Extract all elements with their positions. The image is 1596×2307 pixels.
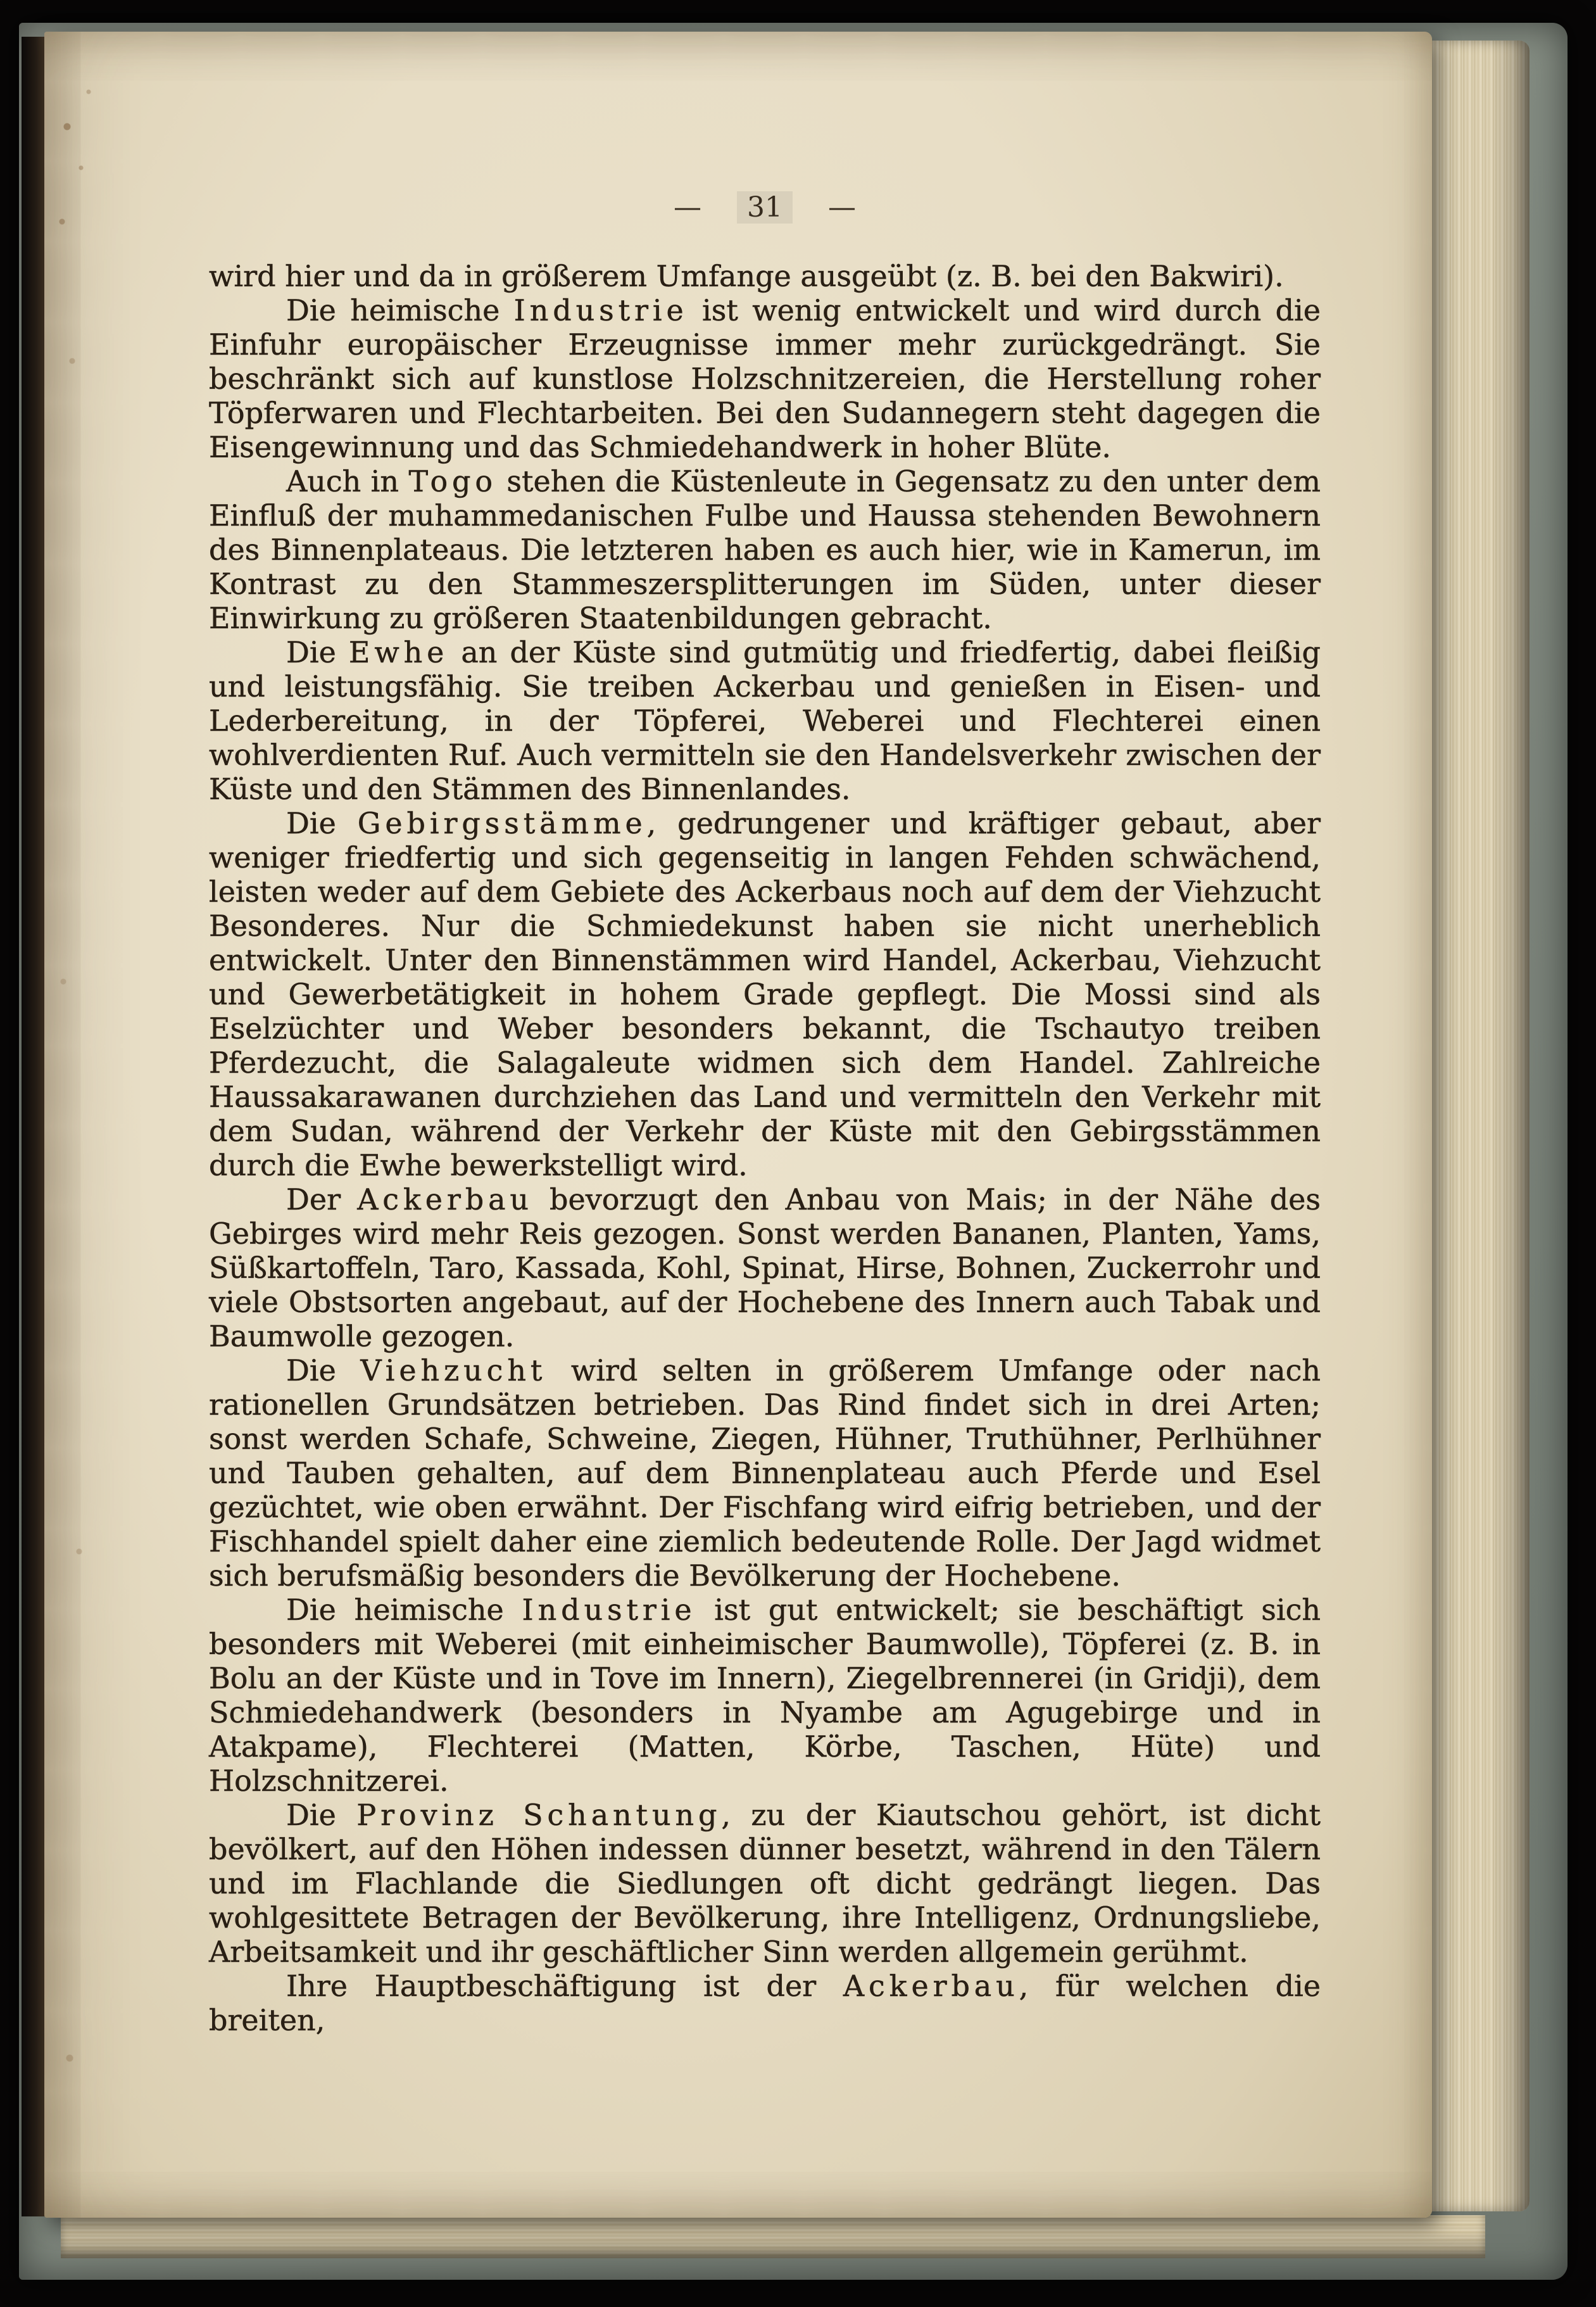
paragraph [209,464,1321,635]
body-text: Die [286,1353,361,1387]
paragraph [209,1353,1321,1593]
page-number-dash-right: — [828,191,856,224]
body-text: ist gut entwickelt; sie beschäftigt sich besonders mit Weberei (mit einheimischer Baumwolle), Töpferei (z. B. in Bolu an der Küste und in Tove im Innern), Ziegelbrennerei (in Gridji), dem Schmiedehandwerk (besonders in Nyambe am Agugebirge und in Atakpame), Flechterei (Matten, Körbe, Taschen, Hüte) und Holzschnitzerei. [209,1593,1321,1798]
book-page [44,32,1432,2218]
body-text: stehen die Küstenleute in Gegensatz zu den unter dem Einfluß der muhammedanischen Fulbe und Haussa stehenden Bewohnern des Binnenplateaus. Die letzteren haben es auch hier, wie in Kamerun, im Kontrast zu den Stammeszersplitterungen im Süden, unter dieser Einwirkung zu größeren Staatenbildungen gebracht. [209,464,1321,635]
paragraph [209,1182,1321,1353]
body-text: , für welchen die breiten, [209,1969,1321,2037]
emphasized-text: Togo [408,464,497,498]
body-text: ist wenig entwickelt und wird durch die Einfuhr europäischer Erzeugnisse immer mehr zurückgedrängt. Sie beschränkt sich auf kunstlose Holzschnitzereien, die Herstellung roher Töpferwaren und Flechtarbeiten. Bei den Sudannegern steht dagegen die Eisengewinnung und das Schmiedehandwerk in hoher Blüte. [209,293,1321,464]
body-text: an der Küste sind gutmütig und friedfertig, dabei fleißig und leistungsfähig. Sie treiben Ackerbau und genießen in Eisen- und Lederbereitung, in der Töpferei, Weberei und Flechterei einen wohlverdienten Ruf. Auch vermitteln sie den Handelsverkehr zwischen der Küste und den Stämmen des Binnenlandes. [209,635,1321,806]
paragraph [209,259,1321,293]
body-text: Der [286,1182,358,1217]
book-binding [22,37,47,2216]
page-text [209,259,1321,2037]
page-bottom-edge-stack [61,2215,1485,2258]
paragraph [209,293,1321,464]
page-number-value: 31 [737,191,793,224]
body-text: bevorzugt den Anbau von Mais; in der Nähe des Gebirges wird mehr Reis gezogen. Sonst werden Bananen, Planten, Yams, Süßkartoffeln, Taro, Kassada, Kohl, Spinat, Hirse, Bohnen, Zuckerrohr und viele Obstsorten angebaut, auf der Hochebene des Innern auch Tabak und Baumwolle gezogen. [209,1182,1321,1353]
paragraph [209,635,1321,806]
emphasized-text: Viehzucht [360,1353,547,1387]
body-text: Die heimische [286,1593,522,1627]
paragraph [209,1969,1321,2037]
body-text: Auch in [286,464,409,498]
emphasized-text: Gebirgsstämme [357,806,647,840]
body-text: wird hier und da in größerem Umfange ausgeübt (z. B. bei den Bakwiri). [209,259,1284,293]
text-block [209,32,1321,2037]
emphasized-text: Ackerbau [357,1182,533,1217]
body-text: , zu der Kiautschou gehört, ist dicht bevölkert, auf den Höhen indessen dünner besetzt, während in den Tälern und im Flachlande die Siedlungen oft dicht gedrängt liegen. Das wohlgesittete Betragen der Bevölkerung, ihre Intelligenz, Ordnungsliebe, Arbeitsamkeit und ihr geschäftlicher Sinn werden allgemein gerühmt. [209,1798,1321,1969]
page-fore-edge-stack [1429,41,1530,2211]
body-text: Die heimische [286,293,514,327]
body-text: wird selten in größerem Umfange oder nach rationellen Grundsätzen betrieben. Das Rind findet sich in drei Arten; sonst werden Schafe, Schweine, Ziegen, Hühner, Truthühner, Perlhühner und Tauben gehalten, auf dem Binnenplateau auch Pferde und Esel gezüchtet, wie oben erwähnt. Der Fischfang wird eifrig betrieben, und der Fischhandel spielt daher eine ziemlich bedeutende Rolle. Der Jagd widmet sich berufsmäßig besonders die Bevölkerung der Hochebene. [209,1353,1321,1593]
paragraph [209,1798,1321,1969]
body-text: Die [286,635,349,669]
body-text: Die [286,806,358,840]
paragraph [209,1593,1321,1798]
body-text: Die [286,1798,357,1832]
emphasized-text: Industrie [513,293,688,327]
emphasized-text: Ewhe [348,635,449,669]
page-number-dash-left: — [674,191,701,224]
paragraph [209,806,1321,1182]
emphasized-text: Ackerbau [843,1969,1019,2003]
emphasized-text: Industrie [522,1593,696,1627]
body-text: Ihre Hauptbeschäftigung ist der [286,1969,843,2003]
body-text: , gedrungener und kräftiger gebaut, aber weniger friedfertig und sich gegenseitig in langen Fehden schwächend, leisten weder auf dem Gebiete des Ackerbaus noch auf dem der Viehzucht Besonderes. Nur die Schmiedekunst haben sie nicht unerheblich entwickelt. Unter den Binnenstämmen wird Handel, Ackerbau, Viehzucht und Gewerbetätigkeit in hohem Grade gepflegt. Die Mossi sind als Eselzüchter und Weber besonders bekannt, die Tschautyo treiben Pferdezucht, die Salagaleute widmen sich dem Handel. Zahlreiche Haussakarawanen durchziehen das Land und vermitteln den Verkehr mit dem Sudan, während der Verkehr der Küste mit den Gebirgsstämmen durch die Ewhe bewerkstelligt wird. [209,806,1321,1182]
page-number [209,191,1321,224]
emphasized-text: Provinz Schantung [356,1798,722,1832]
